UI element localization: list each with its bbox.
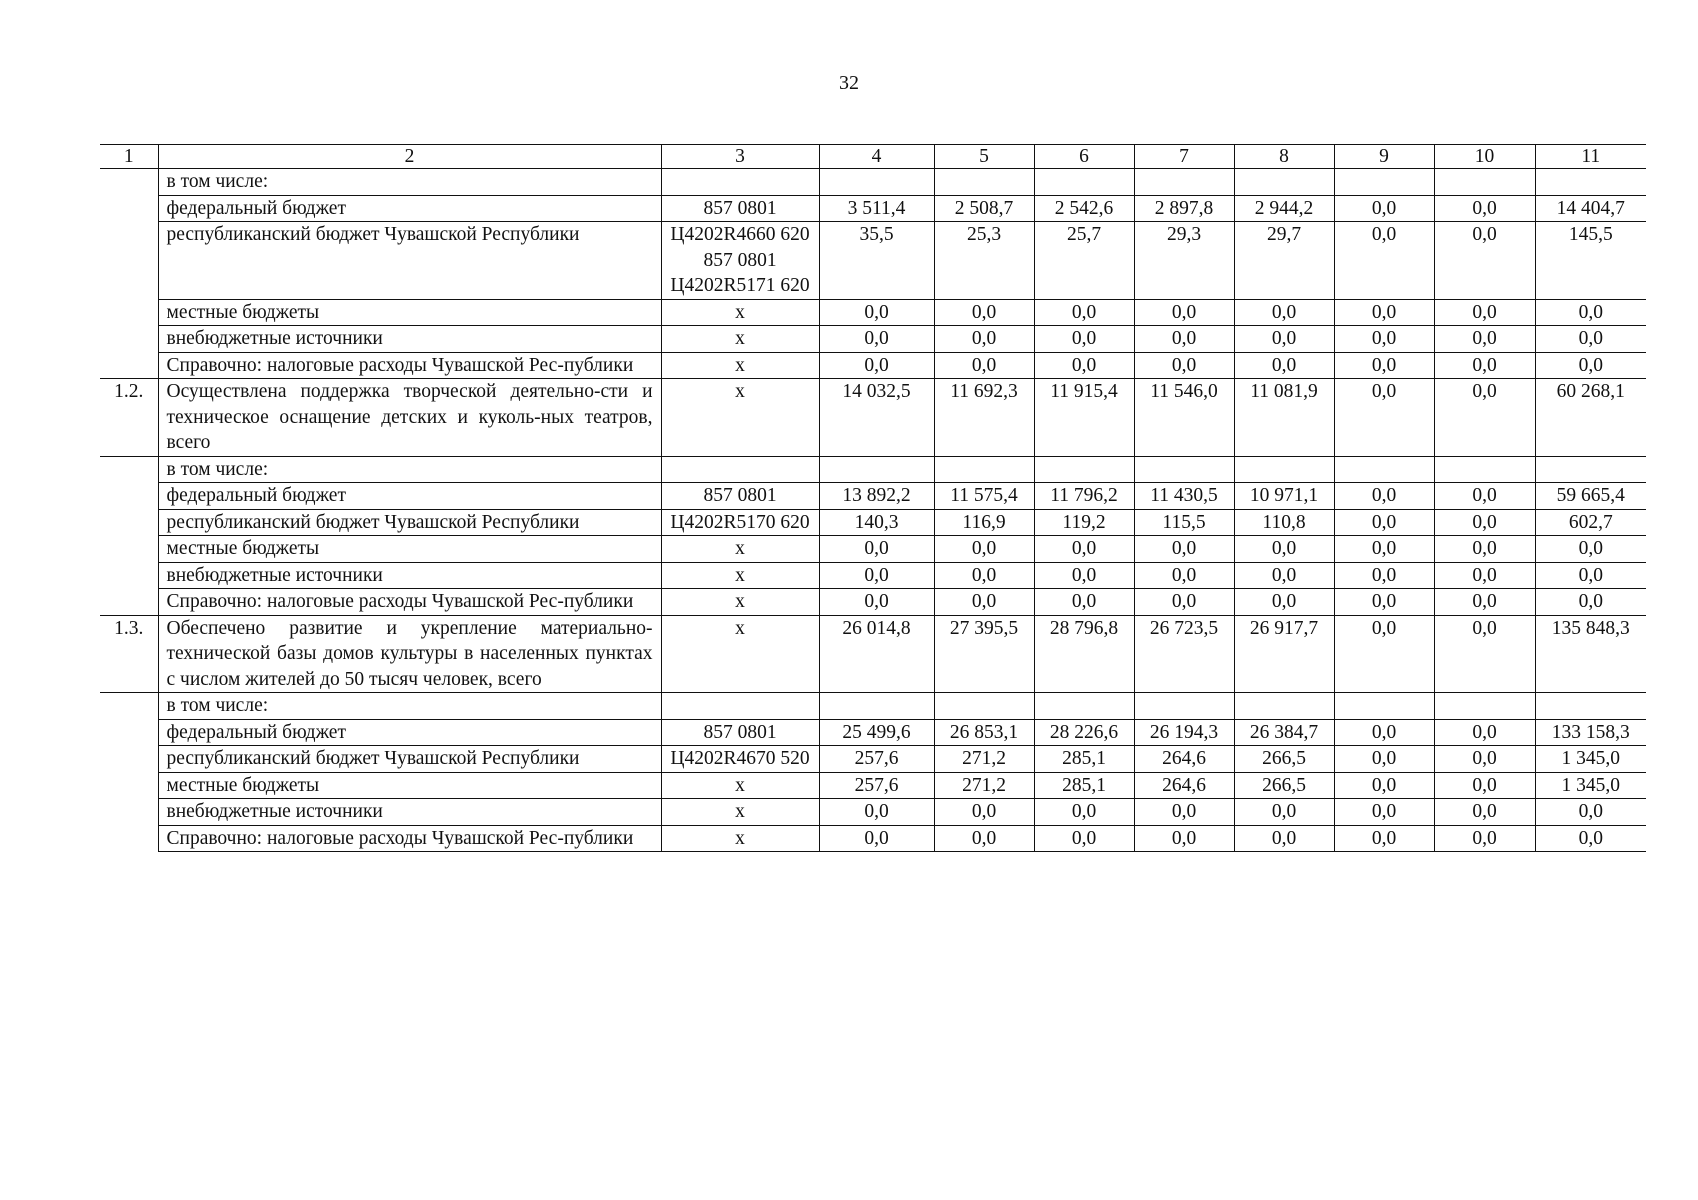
value-cell: 0,0 [819, 352, 934, 379]
row-number-cell [100, 483, 158, 510]
budget-code-cell: x [661, 825, 819, 852]
value-cell: 11 081,9 [1234, 379, 1334, 457]
value-cell: 0,0 [1434, 772, 1535, 799]
budget-code-cell: x [661, 536, 819, 563]
value-cell: 0,0 [1334, 746, 1434, 773]
value-cell: 0,0 [1334, 562, 1434, 589]
value-cell: 27 395,5 [934, 615, 1034, 693]
value-cell: 119,2 [1034, 509, 1134, 536]
table-row [100, 169, 1646, 196]
value-cell: 26 384,7 [1234, 719, 1334, 746]
row-number-cell [100, 456, 158, 483]
value-cell: 0,0 [1034, 536, 1134, 563]
table-row [100, 456, 1646, 483]
value-cell: 0,0 [1535, 799, 1646, 826]
budget-code-cell: x [661, 352, 819, 379]
value-cell [1234, 693, 1334, 720]
value-cell: 28 226,6 [1034, 719, 1134, 746]
value-cell: 257,6 [819, 772, 934, 799]
value-cell [934, 693, 1034, 720]
table-row [100, 589, 1646, 616]
table-row [100, 299, 1646, 326]
value-cell: 14 032,5 [819, 379, 934, 457]
value-cell: 2 542,6 [1034, 195, 1134, 222]
value-cell: 133 158,3 [1535, 719, 1646, 746]
value-cell: 0,0 [1334, 195, 1434, 222]
budget-table [100, 144, 1646, 852]
description-cell: федеральный бюджет [158, 719, 661, 746]
value-cell: 59 665,4 [1535, 483, 1646, 510]
value-cell: 0,0 [819, 562, 934, 589]
table-row [100, 772, 1646, 799]
value-cell: 1 345,0 [1535, 772, 1646, 799]
table-row [100, 195, 1646, 222]
value-cell: 0,0 [1334, 536, 1434, 563]
value-cell: 285,1 [1034, 746, 1134, 773]
value-cell: 0,0 [1434, 746, 1535, 773]
row-number-cell [100, 693, 158, 720]
budget-code-cell: x [661, 326, 819, 353]
budget-code-cell: x [661, 589, 819, 616]
row-number-cell [100, 719, 158, 746]
value-cell: 0,0 [934, 299, 1034, 326]
value-cell: 0,0 [819, 326, 934, 353]
value-cell: 0,0 [1434, 483, 1535, 510]
value-cell: 0,0 [1434, 589, 1535, 616]
row-number-cell: 1.3. [100, 615, 158, 693]
row-number-cell: 1.2. [100, 379, 158, 457]
row-number-cell [100, 222, 158, 300]
value-cell: 116,9 [934, 509, 1034, 536]
value-cell: 0,0 [1334, 772, 1434, 799]
value-cell: 0,0 [1535, 562, 1646, 589]
value-cell: 0,0 [1034, 799, 1134, 826]
value-cell [1334, 169, 1434, 196]
value-cell: 11 796,2 [1034, 483, 1134, 510]
row-number-cell [100, 746, 158, 773]
row-number-cell [100, 589, 158, 616]
value-cell: 28 796,8 [1034, 615, 1134, 693]
value-cell: 0,0 [1334, 825, 1434, 852]
value-cell: 0,0 [1034, 562, 1134, 589]
description-cell: Справочно: налоговые расходы Чувашской Рес-публики [158, 589, 661, 616]
value-cell: 0,0 [819, 299, 934, 326]
description-cell: в том числе: [158, 456, 661, 483]
value-cell: 0,0 [934, 825, 1034, 852]
value-cell [1535, 456, 1646, 483]
row-number-cell [100, 352, 158, 379]
budget-code-cell [661, 169, 819, 196]
value-cell: 264,6 [1134, 772, 1234, 799]
description-cell: республиканский бюджет Чувашской Республики [158, 746, 661, 773]
value-cell [1034, 169, 1134, 196]
value-cell: 0,0 [1535, 352, 1646, 379]
value-cell: 0,0 [1434, 195, 1535, 222]
value-cell: 0,0 [1535, 299, 1646, 326]
table-row [100, 693, 1646, 720]
budget-code-cell: x [661, 615, 819, 693]
row-number-cell [100, 299, 158, 326]
value-cell: 0,0 [934, 562, 1034, 589]
column-number: 10 [1434, 145, 1535, 169]
value-cell: 0,0 [934, 536, 1034, 563]
value-cell [934, 169, 1034, 196]
value-cell: 26 853,1 [934, 719, 1034, 746]
value-cell [1234, 169, 1334, 196]
value-cell: 0,0 [1234, 589, 1334, 616]
table-row [100, 326, 1646, 353]
value-cell: 110,8 [1234, 509, 1334, 536]
description-cell: Справочно: налоговые расходы Чувашской Рес-публики [158, 825, 661, 852]
value-cell: 0,0 [1535, 589, 1646, 616]
column-number: 3 [661, 145, 819, 169]
value-cell: 25,3 [934, 222, 1034, 300]
value-cell: 0,0 [1535, 326, 1646, 353]
value-cell: 26 194,3 [1134, 719, 1234, 746]
budget-code-cell: Ц4202R4670 520 [661, 746, 819, 773]
value-cell: 266,5 [1234, 772, 1334, 799]
value-cell: 0,0 [1134, 562, 1234, 589]
value-cell: 285,1 [1034, 772, 1134, 799]
value-cell [934, 456, 1034, 483]
table-row [100, 536, 1646, 563]
value-cell: 0,0 [1334, 379, 1434, 457]
value-cell: 0,0 [1034, 326, 1134, 353]
budget-code-cell: x [661, 299, 819, 326]
table-row [100, 509, 1646, 536]
value-cell: 0,0 [1234, 299, 1334, 326]
value-cell [1535, 169, 1646, 196]
value-cell [1434, 693, 1535, 720]
description-cell: Справочно: налоговые расходы Чувашской Рес-публики [158, 352, 661, 379]
value-cell: 0,0 [1434, 825, 1535, 852]
value-cell: 0,0 [1334, 326, 1434, 353]
value-cell [819, 693, 934, 720]
value-cell: 0,0 [1134, 352, 1234, 379]
budget-code-cell [661, 693, 819, 720]
value-cell: 0,0 [1434, 352, 1535, 379]
value-cell: 60 268,1 [1535, 379, 1646, 457]
value-cell: 0,0 [1234, 825, 1334, 852]
value-cell: 0,0 [819, 799, 934, 826]
row-number-cell [100, 326, 158, 353]
value-cell: 25 499,6 [819, 719, 934, 746]
value-cell: 29,7 [1234, 222, 1334, 300]
value-cell: 11 692,3 [934, 379, 1034, 457]
value-cell: 0,0 [1334, 799, 1434, 826]
row-number-cell [100, 772, 158, 799]
value-cell: 11 915,4 [1034, 379, 1134, 457]
value-cell: 0,0 [934, 326, 1034, 353]
description-cell: федеральный бюджет [158, 483, 661, 510]
value-cell: 0,0 [1034, 825, 1134, 852]
description-cell: местные бюджеты [158, 536, 661, 563]
budget-code-cell: Ц4202R5170 620 [661, 509, 819, 536]
row-number-cell [100, 562, 158, 589]
value-cell: 0,0 [1134, 326, 1234, 353]
value-cell: 0,0 [1334, 509, 1434, 536]
column-number: 11 [1535, 145, 1646, 169]
value-cell: 0,0 [1334, 589, 1434, 616]
description-cell: республиканский бюджет Чувашской Республики [158, 509, 661, 536]
column-number: 9 [1334, 145, 1434, 169]
value-cell: 0,0 [1434, 326, 1535, 353]
value-cell: 0,0 [1535, 536, 1646, 563]
value-cell: 0,0 [1334, 483, 1434, 510]
value-cell: 11 430,5 [1134, 483, 1234, 510]
row-number-cell [100, 195, 158, 222]
value-cell: 0,0 [1234, 536, 1334, 563]
value-cell: 29,3 [1134, 222, 1234, 300]
value-cell: 271,2 [934, 772, 1034, 799]
column-number: 4 [819, 145, 934, 169]
value-cell: 0,0 [1134, 536, 1234, 563]
description-cell: местные бюджеты [158, 299, 661, 326]
value-cell: 0,0 [1134, 799, 1234, 826]
value-cell: 0,0 [1234, 326, 1334, 353]
value-cell: 0,0 [1535, 825, 1646, 852]
page-number: 32 [839, 72, 859, 94]
value-cell: 0,0 [819, 589, 934, 616]
value-cell: 264,6 [1134, 746, 1234, 773]
budget-code-cell: 857 0801 [661, 719, 819, 746]
value-cell: 0,0 [1434, 509, 1535, 536]
description-cell: внебюджетные источники [158, 562, 661, 589]
table-row [100, 719, 1646, 746]
value-cell: 0,0 [1334, 222, 1434, 300]
column-number: 5 [934, 145, 1034, 169]
row-number-cell [100, 169, 158, 196]
value-cell [1134, 169, 1234, 196]
value-cell: 0,0 [1134, 825, 1234, 852]
value-cell: 0,0 [819, 825, 934, 852]
value-cell: 0,0 [1434, 299, 1535, 326]
table-body [100, 145, 1646, 852]
value-cell: 2 897,8 [1134, 195, 1234, 222]
budget-code-cell: x [661, 772, 819, 799]
value-cell: 0,0 [934, 589, 1034, 616]
description-cell: федеральный бюджет [158, 195, 661, 222]
value-cell: 145,5 [1535, 222, 1646, 300]
description-cell: Обеспечено развитие и укрепление материально-технической базы домов культуры в населенных пунктах с числом жителей до 50 тысяч человек, всего [158, 615, 661, 693]
table-row [100, 352, 1646, 379]
value-cell [1134, 693, 1234, 720]
column-number: 6 [1034, 145, 1134, 169]
value-cell: 26 014,8 [819, 615, 934, 693]
value-cell: 271,2 [934, 746, 1034, 773]
value-cell: 0,0 [1034, 589, 1134, 616]
table-row [100, 379, 1646, 457]
value-cell [819, 456, 934, 483]
value-cell: 135 848,3 [1535, 615, 1646, 693]
value-cell: 257,6 [819, 746, 934, 773]
table-row [100, 799, 1646, 826]
row-number-cell [100, 799, 158, 826]
table-row [100, 746, 1646, 773]
budget-code-cell: 857 0801 [661, 195, 819, 222]
value-cell: 0,0 [1434, 536, 1535, 563]
value-cell: 0,0 [1234, 799, 1334, 826]
value-cell: 140,3 [819, 509, 934, 536]
value-cell: 266,5 [1234, 746, 1334, 773]
value-cell [1535, 693, 1646, 720]
value-cell: 26 723,5 [1134, 615, 1234, 693]
budget-code-cell: x [661, 379, 819, 457]
value-cell: 10 971,1 [1234, 483, 1334, 510]
description-cell: в том числе: [158, 169, 661, 196]
value-cell: 0,0 [1134, 299, 1234, 326]
value-cell: 0,0 [1034, 299, 1134, 326]
value-cell: 0,0 [1434, 719, 1535, 746]
value-cell: 0,0 [819, 536, 934, 563]
value-cell [1034, 456, 1134, 483]
column-number: 8 [1234, 145, 1334, 169]
value-cell: 602,7 [1535, 509, 1646, 536]
table-row [100, 222, 1646, 300]
value-cell: 0,0 [1434, 799, 1535, 826]
value-cell [1134, 456, 1234, 483]
row-number-cell [100, 509, 158, 536]
value-cell: 1 345,0 [1535, 746, 1646, 773]
value-cell: 2 508,7 [934, 195, 1034, 222]
description-cell: внебюджетные источники [158, 326, 661, 353]
value-cell: 0,0 [1434, 562, 1535, 589]
value-cell [1234, 456, 1334, 483]
value-cell: 26 917,7 [1234, 615, 1334, 693]
value-cell: 11 575,4 [934, 483, 1034, 510]
value-cell: 0,0 [1334, 352, 1434, 379]
value-cell: 25,7 [1034, 222, 1134, 300]
value-cell: 0,0 [1334, 615, 1434, 693]
value-cell [819, 169, 934, 196]
value-cell [1334, 693, 1434, 720]
value-cell: 0,0 [1034, 352, 1134, 379]
value-cell: 35,5 [819, 222, 934, 300]
table-row [100, 615, 1646, 693]
column-number: 2 [158, 145, 661, 169]
value-cell: 0,0 [1434, 615, 1535, 693]
value-cell: 13 892,2 [819, 483, 934, 510]
description-cell: внебюджетные источники [158, 799, 661, 826]
budget-code-cell: 857 0801 [661, 483, 819, 510]
description-cell: Осуществлена поддержка творческой деятельно-сти и техническое оснащение детских и куколь-ных театров, всего [158, 379, 661, 457]
value-cell [1334, 456, 1434, 483]
value-cell: 0,0 [1434, 222, 1535, 300]
value-cell [1434, 169, 1535, 196]
value-cell: 0,0 [1134, 589, 1234, 616]
column-number: 1 [100, 145, 158, 169]
row-number-cell [100, 825, 158, 852]
description-cell: республиканский бюджет Чувашской Республики [158, 222, 661, 300]
value-cell: 3 511,4 [819, 195, 934, 222]
column-number: 7 [1134, 145, 1234, 169]
budget-code-cell: x [661, 799, 819, 826]
value-cell: 115,5 [1134, 509, 1234, 536]
budget-code-cell: x [661, 562, 819, 589]
budget-code-cell: Ц4202R4660 620 857 0801 Ц4202R5171 620 [661, 222, 819, 300]
table-row [100, 483, 1646, 510]
description-cell: в том числе: [158, 693, 661, 720]
description-cell: местные бюджеты [158, 772, 661, 799]
budget-code-cell [661, 456, 819, 483]
value-cell: 0,0 [1234, 562, 1334, 589]
value-cell: 0,0 [934, 799, 1034, 826]
table-row [100, 562, 1646, 589]
value-cell: 2 944,2 [1234, 195, 1334, 222]
value-cell: 14 404,7 [1535, 195, 1646, 222]
value-cell: 11 546,0 [1134, 379, 1234, 457]
table-row [100, 825, 1646, 852]
value-cell [1034, 693, 1134, 720]
value-cell: 0,0 [1334, 299, 1434, 326]
value-cell: 0,0 [1434, 379, 1535, 457]
value-cell [1434, 456, 1535, 483]
row-number-cell [100, 536, 158, 563]
column-number-row [100, 145, 1646, 169]
value-cell: 0,0 [934, 352, 1034, 379]
value-cell: 0,0 [1334, 719, 1434, 746]
value-cell: 0,0 [1234, 352, 1334, 379]
